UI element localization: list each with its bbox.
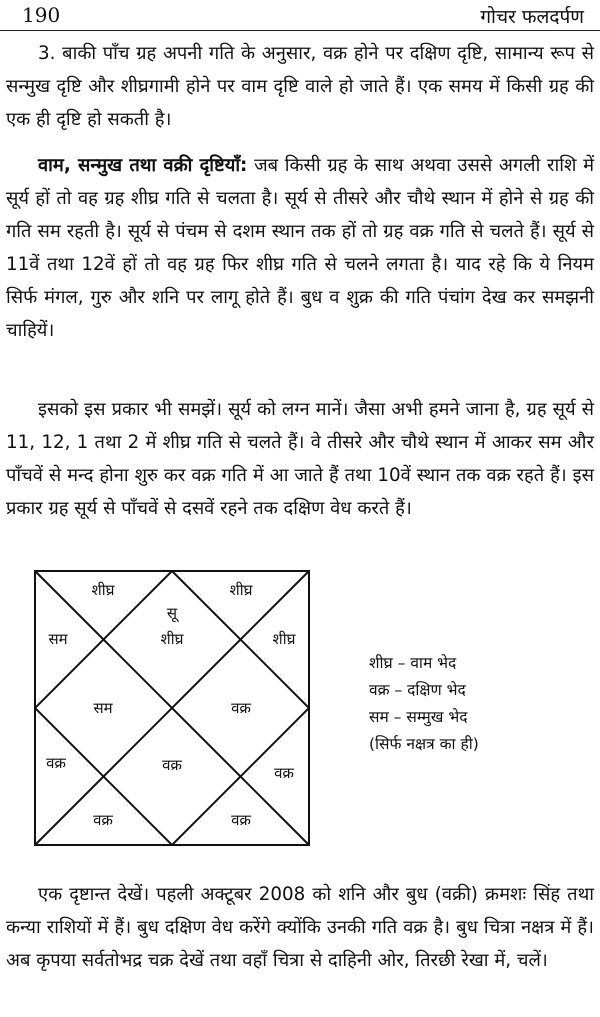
paragraph-rule-3 <box>6 37 594 136</box>
paragraph-example <box>6 878 594 977</box>
house-1-motion: शीघ्र <box>160 630 184 648</box>
house-chart <box>34 570 310 846</box>
house-11-motion: शीघ्र <box>272 630 296 648</box>
paragraph-drishti <box>6 149 594 347</box>
house-2-motion: शीघ्र <box>91 581 115 599</box>
house-5-motion: वक्र <box>46 754 66 772</box>
house-12-motion: शीघ्र <box>229 581 253 599</box>
paragraph-text: एक दृष्टान्त देखें। पहली अक्टूबर 2008 को शनि और बुध (वक्री) क्रमशः सिंह तथा कन्या राशियों में हैं। बुध दक्षिण वेध करेंगे क्योंकि उनकी गति वक्र है। बुध चित्रा नक्षत्र में हैं। अब कृपया सर्वतोभद्र चक्र देखें तथा वहाँ चित्रा से दाहिनी ओर, तिरछी रेखा में, चलें। <box>6 884 594 971</box>
house-8-motion: वक्र <box>231 811 251 829</box>
page-number: 190 <box>22 3 61 27</box>
legend-item: सम – सम्मुख भेद <box>369 708 468 726</box>
house-3-motion: सम <box>48 630 68 648</box>
paragraph-text: 3. बाकी पाँच ग्रह अपनी गति के अनुसार, वक्र होने पर दक्षिण दृष्टि, सामान्य रूप से सन्मुख दृष्टि और शीघ्रगामी होने पर वाम दृष्टि वाले हो जाते हैं। एक समय में किसी ग्रह की एक ही दृष्टि हो सकती है। <box>6 43 594 130</box>
house-6-motion: वक्र <box>93 811 113 829</box>
page-header <box>0 0 600 31</box>
legend-note: (सिर्फ नक्षत्र का ही) <box>369 735 479 753</box>
house-4-motion: सम <box>93 699 113 717</box>
legend-item: वक्र – दक्षिण भेद <box>369 681 466 699</box>
chart-legend <box>369 650 479 758</box>
paragraph-text: इसको इस प्रकार भी समझें। सूर्य को लग्न मानें। जैसा अभी हमने जाना है, ग्रह सूर्य से 11, 12, 1 तथा 2 में शीघ्र गति से चलते हैं। वे तीसरे और चौथे स्थान में आकर सम और पाँचवें से मन्द होना शुरु कर वक्र गति में आ जाते हैं तथा 10वें स्थान तक वक्र रहते हैं। इस प्रकार ग्रह सूर्य से पाँचवें से दसवें रहने तक दक्षिण वेध करते हैं। <box>6 399 594 519</box>
paragraph-heading: वाम, सन्मुख तथा वक्री दृष्टियाँ: <box>38 155 248 176</box>
house-9-motion: वक्र <box>274 764 294 782</box>
house-10-motion: वक्र <box>231 699 251 717</box>
house-1-planet: सू <box>166 604 178 622</box>
running-title: गोचर फलदर्पण <box>480 6 584 28</box>
paragraph-sun-as-lagna <box>6 393 594 525</box>
legend-item: शीघ्र – वाम भेद <box>369 654 457 672</box>
house-7-motion: वक्र <box>162 756 182 774</box>
paragraph-text: जब किसी ग्रह के साथ अथवा उससे अगली राशि में सूर्य हों तो वह ग्रह शीघ्र गति से चलता है। सूर्य से तीसरे और चौथे स्थान में होने से ग्रह की गति सम रहती है। सूर्य से पंचम से दशम स्थान तक हों तो ग्रह वक्र गति से चलते हैं। सूर्य से 11वें तथा 12वें हों तो वह ग्रह फिर शीघ्र गति से चलने लगता है। याद रहे कि ये नियम सिर्फ मंगल, गुरु और शनि पर लागू होते हैं। बुध व शुक्र की गति पंचांग देख कर समझनी चाहियें। <box>6 155 595 341</box>
